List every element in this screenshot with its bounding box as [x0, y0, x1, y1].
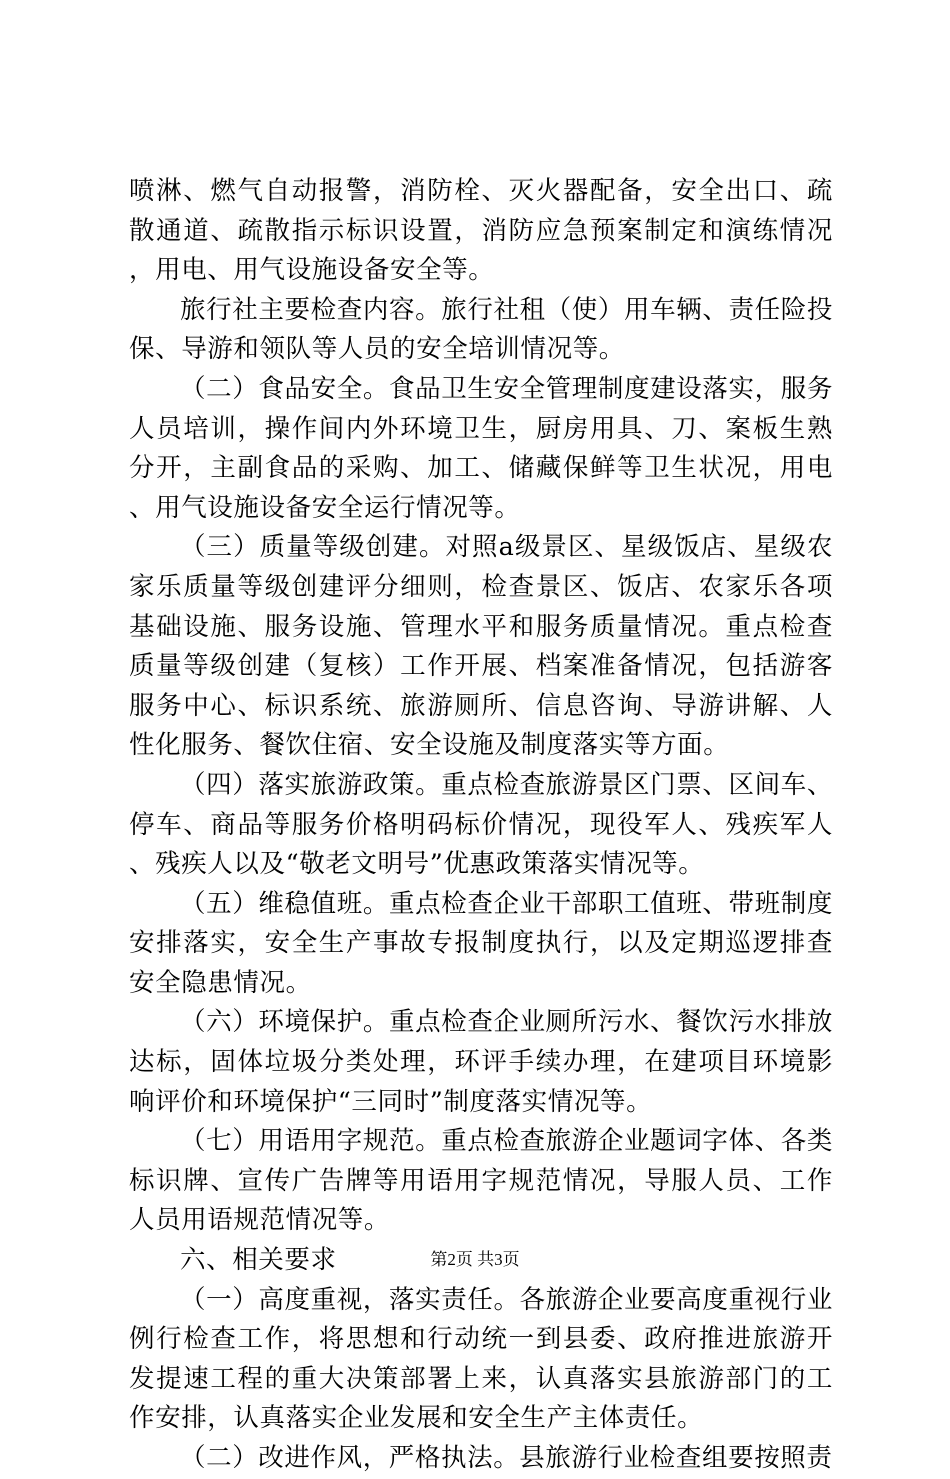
paragraph-duty-shift: （五）维稳值班。重点检查企业干部职工值班、带班制度安排落实，安全生产事故专报制度执行，以及定期巡逻排查安全隐患情况。 [129, 888, 833, 998]
paragraph-travel-agency: 旅行社主要检查内容。旅行社租（使）用车辆、责任险投保、导游和领队等人员的安全培训情况等。 [129, 294, 833, 365]
page-number-label: 第2页 共3页 [430, 1250, 520, 1269]
paragraph-fire-safety-continued: 喷淋、燃气自动报警，消防栓、灭火器配备，安全出口、疏散通道、疏散指示标识设置，消防应急预案制定和演练情况，用电、用气设施设备安全等。 [129, 176, 833, 286]
page-footer [0, 1250, 950, 1270]
paragraph-tourism-policy: （四）落实旅游政策。重点检查旅游景区门票、区间车、停车、商品等服务价格明码标价情况，现役军人、残疾军人、残疾人以及“敬老文明号”优惠政策落实情况等。 [129, 769, 833, 880]
paragraph-responsibility: （一）高度重视，落实责任。各旅游企业要高度重视行业例行检查工作，将思想和行动统一到县委、政府推进旅游开发提速工程的重大决策部署上来，认真落实县旅游部门的工作安排，认真落实企业发展和安全生产主体责任。 [129, 1284, 833, 1434]
paragraph-food-safety: （二）食品安全。食品卫生安全管理制度建设落实，服务人员培训，操作间内外环境卫生，厨房用具、刀、案板生熟分开，主副食品的采购、加工、储藏保鲜等卫生状况，用电、用气设施设备安全运行情况等。 [129, 373, 833, 523]
paragraph-environment: （六）环境保护。重点检查企业厕所污水、餐饮污水排放达标，固体垃圾分类处理，环评手续办理，在建项目环境影响评价和环境保护“三同时”制度落实情况等。 [129, 1007, 833, 1117]
paragraph-quality-grade: （三）质量等级创建。对照a级景区、星级饭店、星级农家乐质量等级创建评分细则，检查景区、饭店、农家乐各项基础设施、服务设施、管理水平和服务质量情况。重点检查质量等级创建（复核）工作开展、档案准备情况，包括游客服务中心、标识系统、旅游厕所、信息咨询、导游讲解、人性化服务、餐饮住宿、安全设施及制度落实等方面。 [129, 532, 833, 761]
document-body [129, 172, 833, 1479]
section-heading-requirements: 六、相关要求 [180, 1245, 337, 1276]
paragraph-law-enforcement: （二）改进作风，严格执法。县旅游行业检查组要按照责 [180, 1443, 833, 1473]
paragraph-language-norms: （七）用语用字规范。重点检查旅游企业题词字体、各类标识牌、宣传广告牌等用语用字规范情况，导服人员、工作人员用语规范情况等。 [129, 1126, 833, 1236]
